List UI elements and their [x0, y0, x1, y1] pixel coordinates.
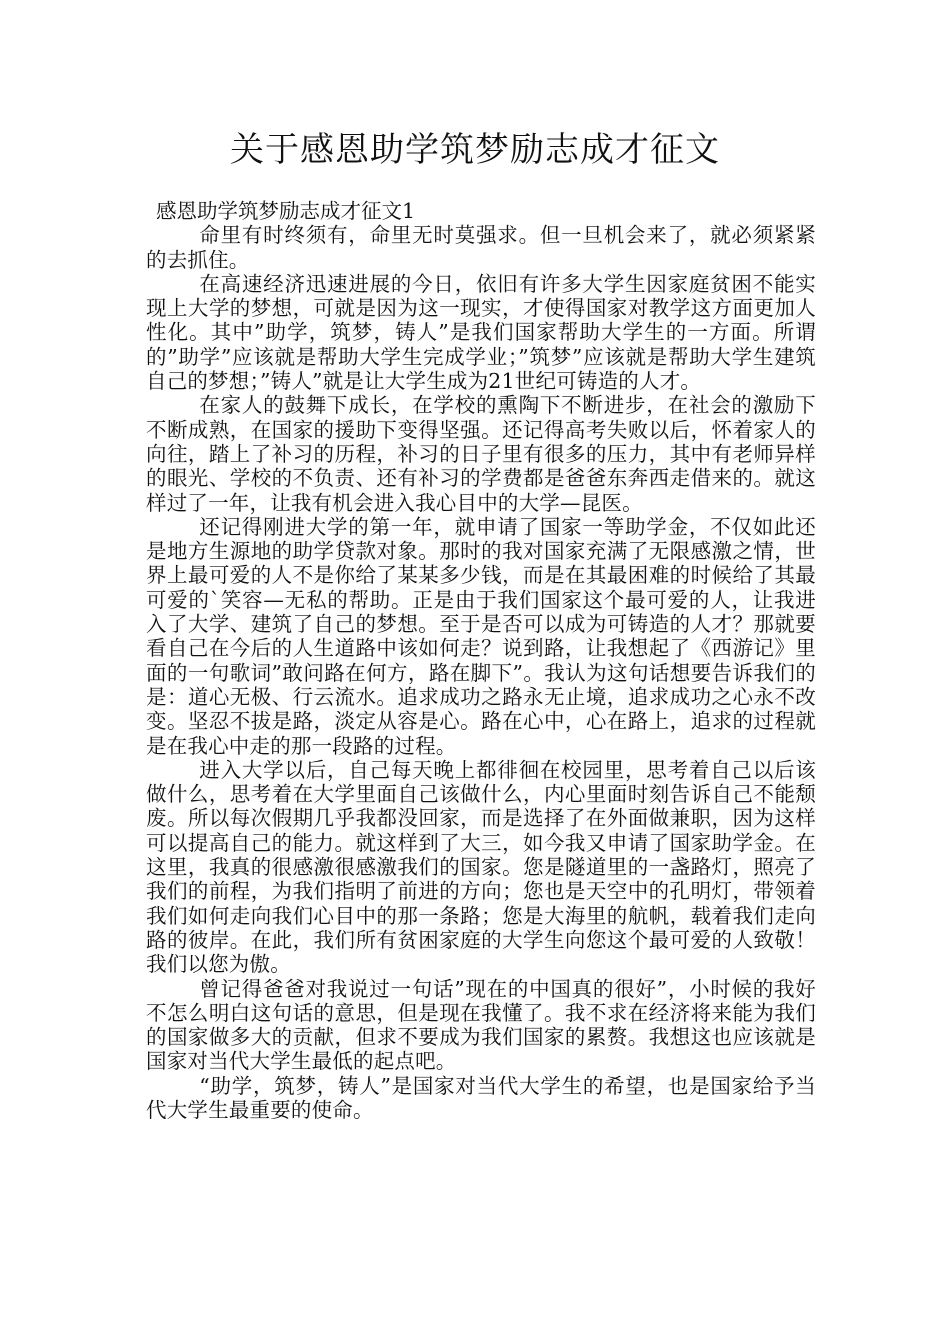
- paragraph-3: 在家人的鼓舞下成长，在学校的熏陶下不断进步，在社会的激励下不断成熟，在国家的援助下变得坚强。还记得高考失败以后，怀着家人的向往，踏上了补习的历程，补习的日子里有很多的压力，其中有老师异样的眼光、学校的不负责、还有补习的学费都是爸爸东奔西走借来的。就这样过了一年，让我有机会进入我心目中的大学—昆医。: [146, 393, 816, 515]
- paragraph-1: 命里有时终须有，命里无时莫强求。但一旦机会来了，就必须紧紧的去抓住。: [146, 223, 816, 272]
- document-title: 关于感恩助学筑梦励志成才征文: [230, 130, 720, 170]
- paragraph-4: 还记得刚进大学的第一年，就申请了国家一等助学金，不仅如此还是地方生源地的助学贷款对象。那时的我对国家充满了无限感激之情，世界上最可爱的人不是你给了某某多少钱，而是在其最困难的时候给了其最可爱的`笑容—无私的帮助。正是由于我们国家这个最可爱的人，让我进入了大学、建筑了自己的梦想。至于是否可以成为可铸造的人才？那就要看自己在今后的人生道路中该如何走？说到路，让我想起了《西游记》里面的一句歌词”敢问路在何方，路在脚下”。我认为这句话想要告诉我们的是：道心无极、行云流水。追求成功之路永无止境，追求成功之心永不改变。坚忍不拔是路，淡定从容是心。路在心中，心在路上，追求的过程就是在我心中走的那一段路的过程。: [146, 514, 816, 758]
- paragraph-6: 曾记得爸爸对我说过一句话”现在的中国真的很好”，小时候的我好不怎么明白这句话的意思，但是现在我懂了。我不求在经济将来能为我们的国家做多大的贡献，但求不要成为我们国家的累赘。我想这也应该就是国家对当代大学生最低的起点吧。: [146, 976, 816, 1074]
- document-body: [146, 199, 816, 1122]
- paragraph-2: 在高速经济迅速进展的今日，依旧有许多大学生因家庭贫困不能实现上大学的梦想，可就是因为这一现实，才使得国家对教学这方面更加人性化。其中”助学，筑梦，铸人”是我们国家帮助大学生的一方面。所谓的”助学”应该就是帮助大学生完成学业；”筑梦”应该就是帮助大学生建筑自己的梦想；”铸人”就是让大学生成为21世纪可铸造的人才。: [146, 271, 816, 394]
- paragraph-7: “助学，筑梦，铸人”是国家对当代大学生的希望，也是国家给予当代大学生最重要的使命。: [146, 1073, 816, 1122]
- essay-subheading: 感恩助学筑梦励志成才征文1: [156, 199, 416, 223]
- paragraph-5: 进入大学以后，自己每天晚上都徘徊在校园里，思考着自己以后该做什么，思考着在大学里面自己该做什么，内心里面时刻告诉自己不能颓废。所以每次假期几乎我都没回家，而是选择了在外面做兼职，因为这样可以提高自己的能力。就这样到了大三，如今我又申请了国家助学金。在这里，我真的很感激很感激我们的国家。您是隧道里的一盏路灯，照亮了我们的前程，为我们指明了前进的方向；您也是天空中的孔明灯，带领着我们如何走向我们心目中的那一条路；您是大海里的航帆，载着我们走向路的彼岸。在此，我们所有贫困家庭的大学生向您这个最可爱的人致敬！我们以您为傲。: [146, 757, 816, 977]
